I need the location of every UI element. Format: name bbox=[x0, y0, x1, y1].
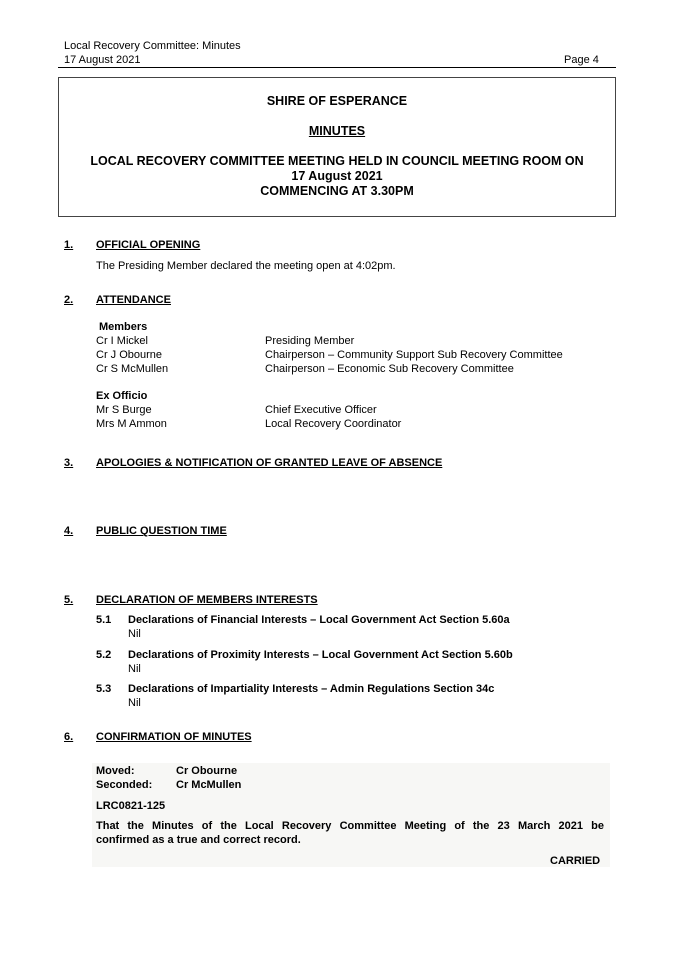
section-6-title: CONFIRMATION OF MINUTES bbox=[96, 731, 252, 743]
header-page-number: Page 4 bbox=[564, 54, 599, 66]
motion-text-line2: confirmed as a true and correct record. bbox=[96, 834, 301, 846]
member-name: Cr J Obourne bbox=[96, 349, 163, 361]
subsection-number: 5.3 bbox=[96, 683, 112, 695]
members-heading: Members bbox=[99, 321, 148, 333]
subsection-value: Nil bbox=[128, 697, 141, 709]
subsection-number: 5.1 bbox=[96, 614, 112, 626]
section-2-number: 2. bbox=[64, 294, 74, 306]
subsection-title: Declarations of Impartiality Interests – Admin Regulations Section 34c bbox=[128, 683, 495, 695]
section-3-number: 3. bbox=[64, 457, 74, 469]
minutes-heading: MINUTES bbox=[308, 124, 366, 138]
exofficio-name: Mrs M Ammon bbox=[96, 418, 167, 430]
meeting-title-line1: LOCAL RECOVERY COMMITTEE MEETING HELD IN COUNCIL MEETING ROOM ON bbox=[90, 154, 584, 168]
subsection-title: Declarations of Proximity Interests – Local Government Act Section 5.60b bbox=[128, 649, 513, 661]
exofficio-role: Local Recovery Coordinator bbox=[265, 418, 402, 430]
meeting-title-line2: 17 August 2021 bbox=[291, 169, 383, 183]
section-5-number: 5. bbox=[64, 594, 74, 606]
member-role: Presiding Member bbox=[265, 335, 355, 347]
subsection-value: Nil bbox=[128, 628, 141, 640]
meeting-title-line3: COMMENCING AT 3.30PM bbox=[260, 184, 414, 198]
header-date: 17 August 2021 bbox=[64, 54, 141, 66]
resolution-number: LRC0821-125 bbox=[96, 800, 166, 812]
section-4-title: PUBLIC QUESTION TIME bbox=[96, 525, 227, 537]
subsection-title: Declarations of Financial Interests – Local Government Act Section 5.60a bbox=[128, 614, 510, 626]
section-5-title: DECLARATION OF MEMBERS INTERESTS bbox=[96, 594, 318, 606]
section-3-title: APOLOGIES & NOTIFICATION OF GRANTED LEAVE OF ABSENCE bbox=[96, 457, 443, 469]
motion-text-line1: That the Minutes of the Local Recovery Committee Meeting of the 23 March 2021 be bbox=[96, 820, 604, 832]
subsection-value: Nil bbox=[128, 663, 141, 675]
member-name: Cr I Mickel bbox=[96, 335, 148, 347]
motion-result: CARRIED bbox=[550, 855, 601, 867]
section-1-body: The Presiding Member declared the meeting open at 4:02pm. bbox=[96, 260, 396, 272]
exofficio-heading: Ex Officio bbox=[96, 390, 148, 402]
motion-box bbox=[92, 763, 610, 867]
exofficio-name: Mr S Burge bbox=[96, 404, 152, 416]
section-1-title: OFFICIAL OPENING bbox=[96, 239, 201, 251]
moved-value: Cr Obourne bbox=[176, 765, 238, 777]
header-divider bbox=[58, 67, 616, 68]
seconded-label: Seconded: bbox=[96, 779, 153, 791]
section-1-number: 1. bbox=[64, 239, 74, 251]
moved-label: Moved: bbox=[96, 765, 135, 777]
section-6-number: 6. bbox=[64, 731, 74, 743]
section-4-number: 4. bbox=[64, 525, 74, 537]
exofficio-role: Chief Executive Officer bbox=[265, 404, 377, 416]
subsection-number: 5.2 bbox=[96, 649, 112, 661]
member-role: Chairperson – Economic Sub Recovery Committee bbox=[265, 363, 514, 375]
seconded-value: Cr McMullen bbox=[176, 779, 242, 791]
section-2-title: ATTENDANCE bbox=[96, 294, 171, 306]
member-role: Chairperson – Community Support Sub Recovery Committee bbox=[265, 349, 563, 361]
header-doc-title: Local Recovery Committee: Minutes bbox=[64, 40, 241, 52]
title-box bbox=[58, 77, 616, 217]
shire-name: SHIRE OF ESPERANCE bbox=[266, 94, 408, 108]
member-name: Cr S McMullen bbox=[96, 363, 169, 375]
